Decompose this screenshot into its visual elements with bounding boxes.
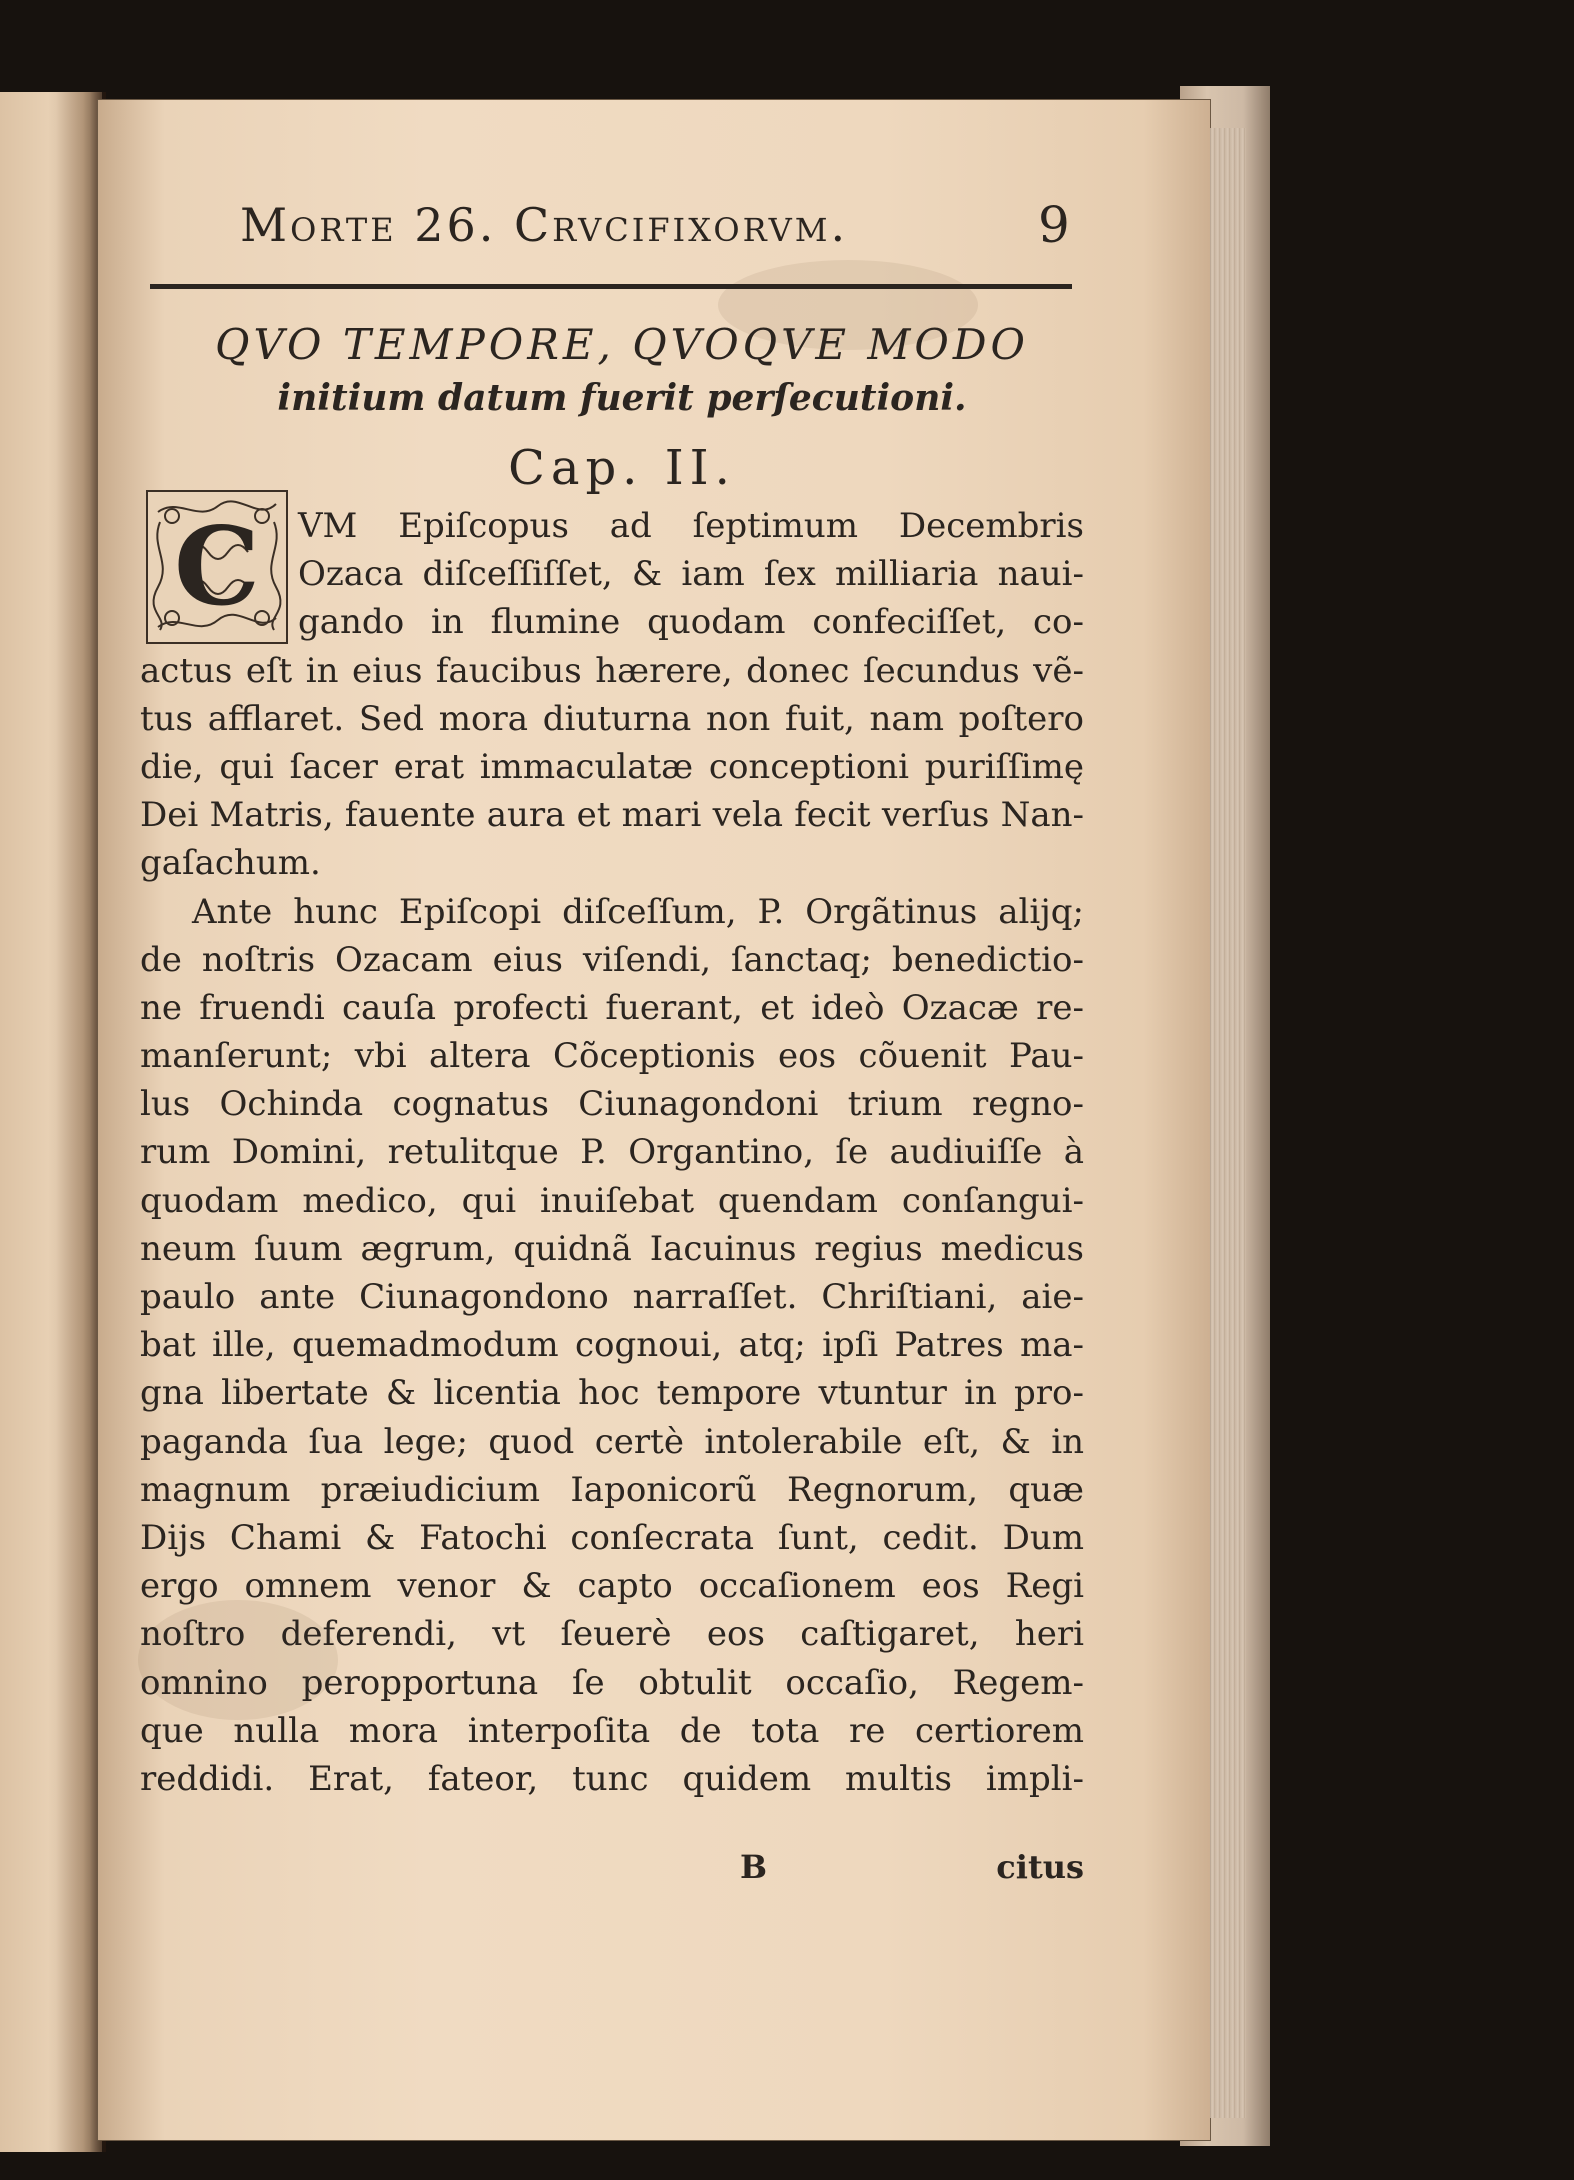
text-line: Ozaca diſceſſiſſet, & iam ſex milliaria naui-: [298, 554, 1084, 595]
page-footer: [140, 1848, 1084, 1898]
signature-mark: B: [740, 1848, 768, 1886]
chapter-number: Cap. II.: [508, 440, 736, 496]
text-line: gaſachum.: [140, 843, 321, 884]
chapter-subheading: initium datum fuerit perſecutioni.: [277, 377, 967, 419]
text-line: Ante hunc Epiſcopi diſceſſum, P. Orgãtinus alijq;: [192, 891, 1084, 932]
running-title: Morte 26. Crvcifixorvm.: [240, 198, 849, 252]
text-line: bat ille, quemadmodum cognoui, atq; ipſi Patres ma-: [140, 1325, 1084, 1366]
header-rule: [150, 284, 1072, 289]
text-line: VM Epiſcopus ad ſeptimum Decembris: [298, 506, 1084, 546]
text-line: magnum præiudicium Iaponicorũ Regnorum, quæ: [140, 1469, 1084, 1510]
text-line: ne fruendi cauſa profecti fuerant, et ideò Ozacæ re-: [140, 987, 1084, 1028]
text-line: die, qui ſacer erat immaculatæ conceptioni puriſſimę: [140, 746, 1084, 787]
initial-letter: C: [174, 504, 260, 630]
page-fore-edge: [1210, 128, 1246, 2118]
text-line: manſerunt; vbi altera Cõceptionis eos cõuenit Pau-: [140, 1036, 1084, 1077]
text-line: gna libertate & licentia hoc tempore vtuntur in pro-: [140, 1373, 1084, 1414]
chapter-heading: QVO TEMPORE, QVOQVE MODO: [215, 320, 1029, 369]
text-line: reddidi. Erat, fateor, tunc quidem multis impli-: [140, 1758, 1084, 1799]
text-line: que nulla mora interpoſita de tota re certiorem: [140, 1710, 1084, 1751]
page-number: 9: [1038, 196, 1070, 254]
printed-text-block: [140, 180, 1084, 1886]
text-line: ergo omnem venor & capto occaſionem eos Regi: [140, 1566, 1084, 1607]
text-line: Dei Matris, fauente aura et mari vela fecit verſus Nan-: [140, 795, 1084, 836]
text-line: omnino peropportuna ſe obtulit occaſio, Regem-: [140, 1662, 1084, 1703]
text-line: quodam medico, qui inuiſebat quendam conſangui-: [140, 1180, 1084, 1221]
running-head: [140, 180, 1080, 260]
text-line: Dijs Chami & Fatochi conſecrata ſunt, cedit. Dum: [140, 1517, 1084, 1558]
catchword: citus: [996, 1848, 1084, 1886]
text-line: rum Domini, retulitque P. Organtino, ſe audiuiſſe à: [140, 1132, 1084, 1173]
text-line: actus eſt in eius faucibus hærere, donec ſecundus vẽ-: [140, 650, 1084, 691]
body-text: [140, 502, 1084, 1803]
text-line: tus afflaret. Sed mora diuturna non fuit, nam poſtero: [140, 698, 1084, 739]
text-line: de noſtris Ozacam eius viſendi, ſanctaq; benedictio-: [140, 939, 1084, 980]
text-line: noſtro deferendi, vt ſeuerè eos caſtigaret, heri: [140, 1614, 1084, 1655]
text-line: paulo ante Ciunagondono narraſſet. Chriſtiani, aie-: [140, 1277, 1084, 1317]
text-line: gando in flumine quodam confeciſſet, co-: [298, 602, 1084, 643]
text-line: lus Ochinda cognatus Ciunagondoni trium regno-: [140, 1084, 1084, 1125]
text-line: paganda ſua lege; quod certè intolerabile eſt, & in: [140, 1421, 1084, 1462]
text-line: neum ſuum ægrum, quidnã Iacuinus regius medicus: [140, 1228, 1084, 1269]
